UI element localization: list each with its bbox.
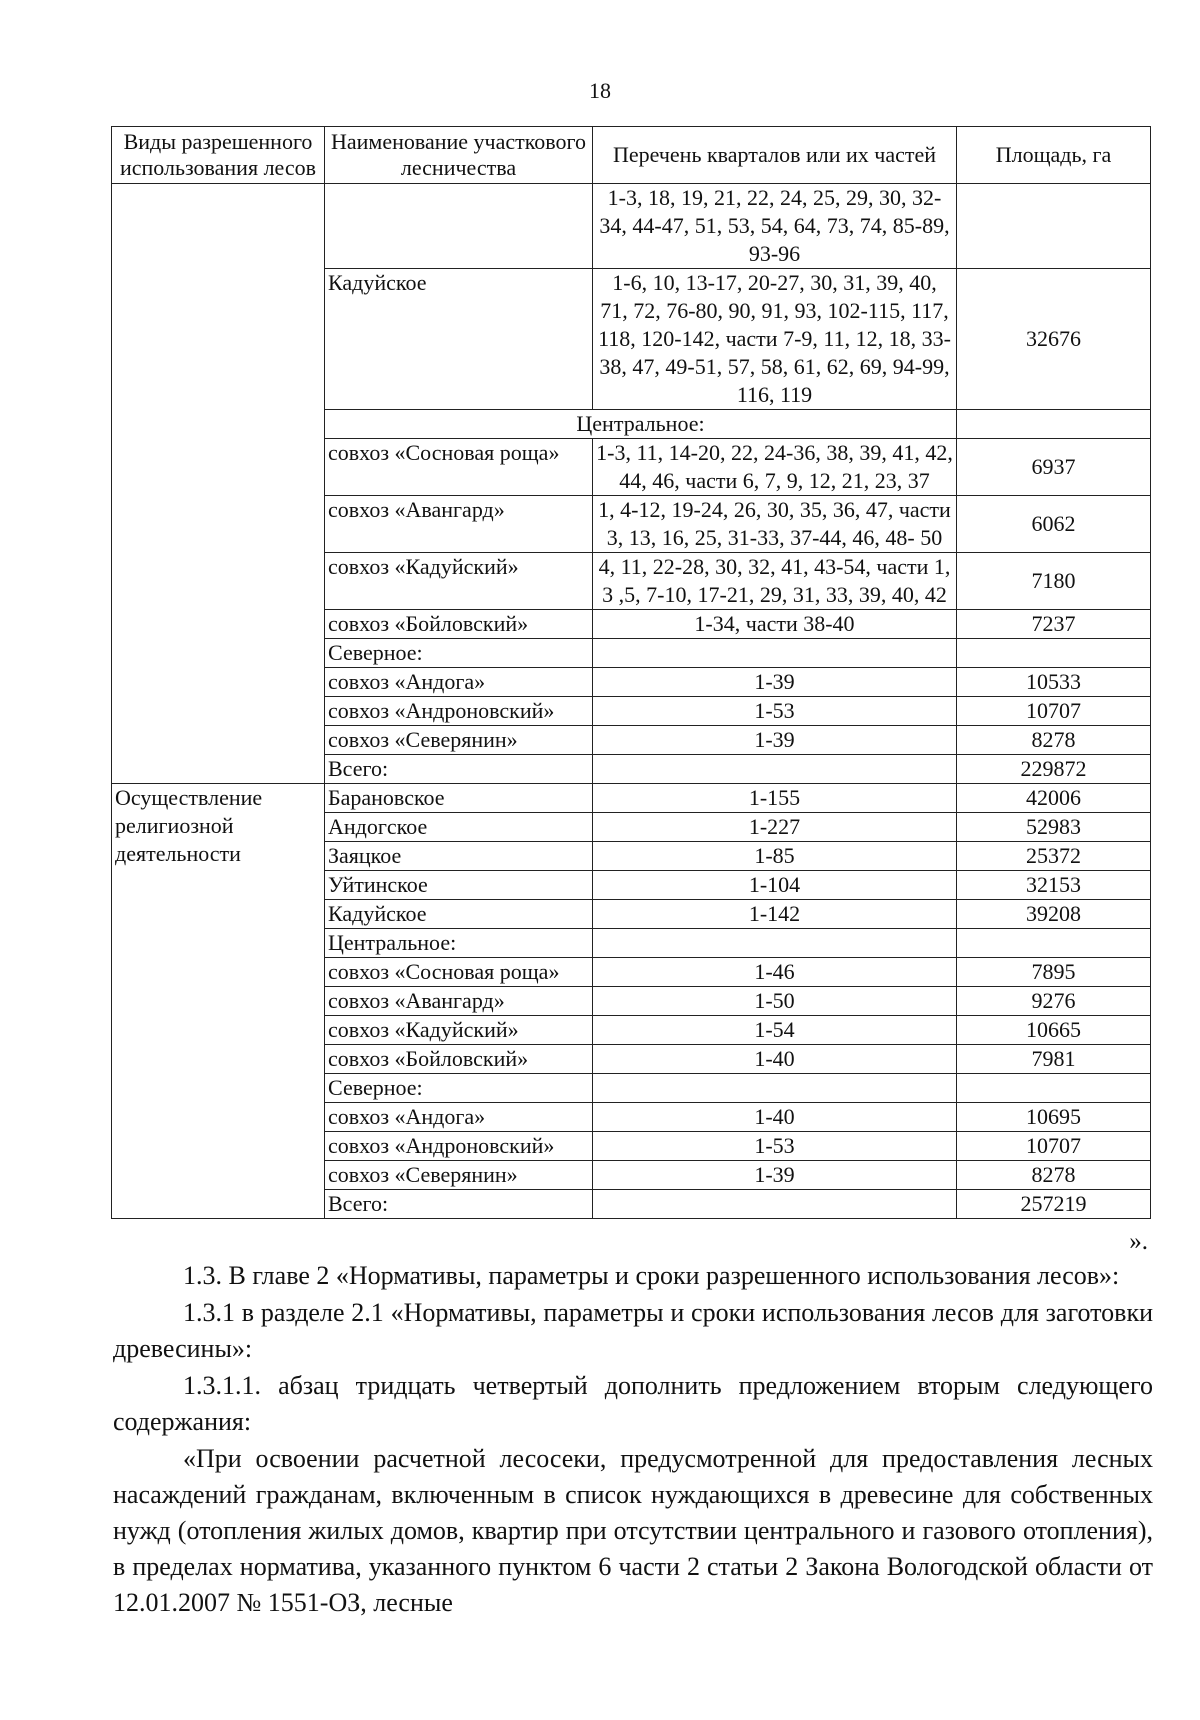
forestry-name-cell: совхоз «Северянин»: [325, 726, 593, 755]
area-cell: 32676: [957, 269, 1151, 410]
use-type-cell-continued: [112, 184, 325, 784]
header-forestry-name: Наименование участкового лесничества: [325, 127, 593, 184]
empty-cell: [593, 1074, 957, 1103]
paragraph-quote: «При освоении расчетной лесосеки, предусмотренной для предоставления лесных насаждений гражданам, включенным в список нуждающихся в древесине для собственных нужд (отопления жилых домов, квартир при отсутствии центрального и газового отопления), в пределах норматива, указанного пунктом 6 части 2 статьи 2 Закона Вологодской области от 12.01.2007 № 1551-ОЗ, лесные: [113, 1444, 1153, 1617]
closing-quote: ».: [1129, 1228, 1148, 1255]
area-cell: 10695: [957, 1103, 1151, 1132]
table-header-row: [112, 127, 1151, 184]
table-row: [112, 784, 1151, 813]
quarters-cell: 1-39: [593, 1161, 957, 1190]
forestry-name-cell: Уйтинское: [325, 871, 593, 900]
area-cell: 10707: [957, 697, 1151, 726]
area-cell: [957, 184, 1151, 269]
paragraph-1-3: 1.3. В главе 2 «Нормативы, параметры и сроки разрешенного использования лесов»:: [183, 1261, 1120, 1290]
forestry-name-cell: совхоз «Кадуйский»: [325, 553, 593, 610]
forestry-name-cell: совхоз «Северянин»: [325, 1161, 593, 1190]
area-cell: 52983: [957, 813, 1151, 842]
forestry-name-cell: совхоз «Андога»: [325, 668, 593, 697]
area-cell: 8278: [957, 1161, 1151, 1190]
forestry-name-cell: совхоз «Авангард»: [325, 987, 593, 1016]
quarters-cell: 1, 4-12, 19-24, 26, 30, 35, 36, 47, части 3, 13, 16, 25, 31-33, 37-44, 46, 48- 50: [593, 496, 957, 553]
forestry-name-cell: совхоз «Бойловский»: [325, 610, 593, 639]
area-cell: 10707: [957, 1132, 1151, 1161]
quarters-cell: 1-39: [593, 726, 957, 755]
paragraph-1-3-1-1: 1.3.1.1. абзац тридцать четвертый дополнить предложением вторым следующего содержания:: [113, 1371, 1153, 1436]
paragraph-1-3-1: 1.3.1 в разделе 2.1 «Нормативы, параметры и сроки использования лесов для заготовки древесины»:: [113, 1298, 1153, 1363]
area-cell: 8278: [957, 726, 1151, 755]
quarters-cell: 1-6, 10, 13-17, 20-27, 30, 31, 39, 40, 71, 72, 76-80, 90, 91, 93, 102-115, 117, 118, 120-142, части 7-9, 11, 12, 18, 33-38, 47, 49-51, 57, 58, 61, 62, 69, 94-99, 116, 119: [593, 269, 957, 410]
empty-cell: [593, 1190, 957, 1219]
area-cell: 7895: [957, 958, 1151, 987]
quarters-cell: 1-50: [593, 987, 957, 1016]
empty-cell: [593, 755, 957, 784]
quarters-cell: 1-39: [593, 668, 957, 697]
forestry-name-cell: [325, 184, 593, 269]
forestry-name-cell: совхоз «Андроновский»: [325, 697, 593, 726]
quarters-cell: 4, 11, 22-28, 30, 32, 41, 43-54, части 1, 3 ,5, 7-10, 17-21, 29, 31, 33, 39, 40, 42: [593, 553, 957, 610]
forestry-name-cell: Кадуйское: [325, 269, 593, 410]
forestry-name-cell: совхоз «Сосновая роща»: [325, 439, 593, 496]
area-cell: 7237: [957, 610, 1151, 639]
header-area: Площадь, га: [957, 127, 1151, 184]
quarters-cell: 1-155: [593, 784, 957, 813]
area-cell: 9276: [957, 987, 1151, 1016]
quarters-cell: 1-3, 18, 19, 21, 22, 24, 25, 29, 30, 32-34, 44-47, 51, 53, 54, 64, 73, 74, 85-89, 93-96: [593, 184, 957, 269]
forestry-name-cell: Заяцкое: [325, 842, 593, 871]
empty-cell: [957, 410, 1151, 439]
quarters-cell: 1-46: [593, 958, 957, 987]
area-cell: 7981: [957, 1045, 1151, 1074]
forestry-name-cell: Кадуйское: [325, 900, 593, 929]
total-label: Всего:: [325, 755, 593, 784]
forestry-name-cell: совхоз «Андроновский»: [325, 1132, 593, 1161]
quarters-cell: 1-104: [593, 871, 957, 900]
header-use-type: Виды разрешенного использования лесов: [112, 127, 325, 184]
quarters-cell: 1-53: [593, 697, 957, 726]
area-cell: 10665: [957, 1016, 1151, 1045]
forestry-name-cell: Андогское: [325, 813, 593, 842]
forestry-name-cell: совхоз «Авангард»: [325, 496, 593, 553]
forest-use-table: [111, 126, 1151, 1219]
empty-cell: [593, 639, 957, 668]
area-cell: 6937: [957, 439, 1151, 496]
use-type-cell: Осуществление религиозной деятельности: [112, 784, 325, 1219]
forestry-name-cell: совхоз «Бойловский»: [325, 1045, 593, 1074]
area-cell: 39208: [957, 900, 1151, 929]
forestry-name-cell: Барановское: [325, 784, 593, 813]
quarters-cell: 1-142: [593, 900, 957, 929]
group-label-north: Северное:: [325, 639, 593, 668]
total-label: Всего:: [325, 1190, 593, 1219]
total-area: 229872: [957, 755, 1151, 784]
area-cell: 32153: [957, 871, 1151, 900]
empty-cell: [957, 1074, 1151, 1103]
quarters-cell: 1-53: [593, 1132, 957, 1161]
area-cell: 6062: [957, 496, 1151, 553]
area-cell: 7180: [957, 553, 1151, 610]
page-number: 18: [589, 78, 611, 103]
body-text: [113, 1258, 1153, 1622]
quarters-cell: 1-3, 11, 14-20, 22, 24-36, 38, 39, 41, 42, 44, 46, части 6, 7, 9, 12, 21, 23, 37: [593, 439, 957, 496]
quarters-cell: 1-85: [593, 842, 957, 871]
quarters-cell: 1-40: [593, 1045, 957, 1074]
total-area: 257219: [957, 1190, 1151, 1219]
area-cell: 42006: [957, 784, 1151, 813]
header-quarters: Перечень кварталов или их частей: [593, 127, 957, 184]
table-body: [112, 184, 1151, 1219]
forestry-name-cell: совхоз «Андога»: [325, 1103, 593, 1132]
area-cell: 10533: [957, 668, 1151, 697]
area-cell: 25372: [957, 842, 1151, 871]
table-row: [112, 184, 1151, 269]
quarters-cell: 1-40: [593, 1103, 957, 1132]
group-label-central: Центральное:: [325, 929, 593, 958]
empty-cell: [593, 929, 957, 958]
forestry-name-cell: совхоз «Сосновая роща»: [325, 958, 593, 987]
quarters-cell: 1-54: [593, 1016, 957, 1045]
quarters-cell: 1-34, части 38-40: [593, 610, 957, 639]
quarters-cell: 1-227: [593, 813, 957, 842]
forestry-name-cell: совхоз «Кадуйский»: [325, 1016, 593, 1045]
group-label-north: Северное:: [325, 1074, 593, 1103]
empty-cell: [957, 929, 1151, 958]
group-label-central: Центральное:: [325, 410, 957, 439]
empty-cell: [957, 639, 1151, 668]
